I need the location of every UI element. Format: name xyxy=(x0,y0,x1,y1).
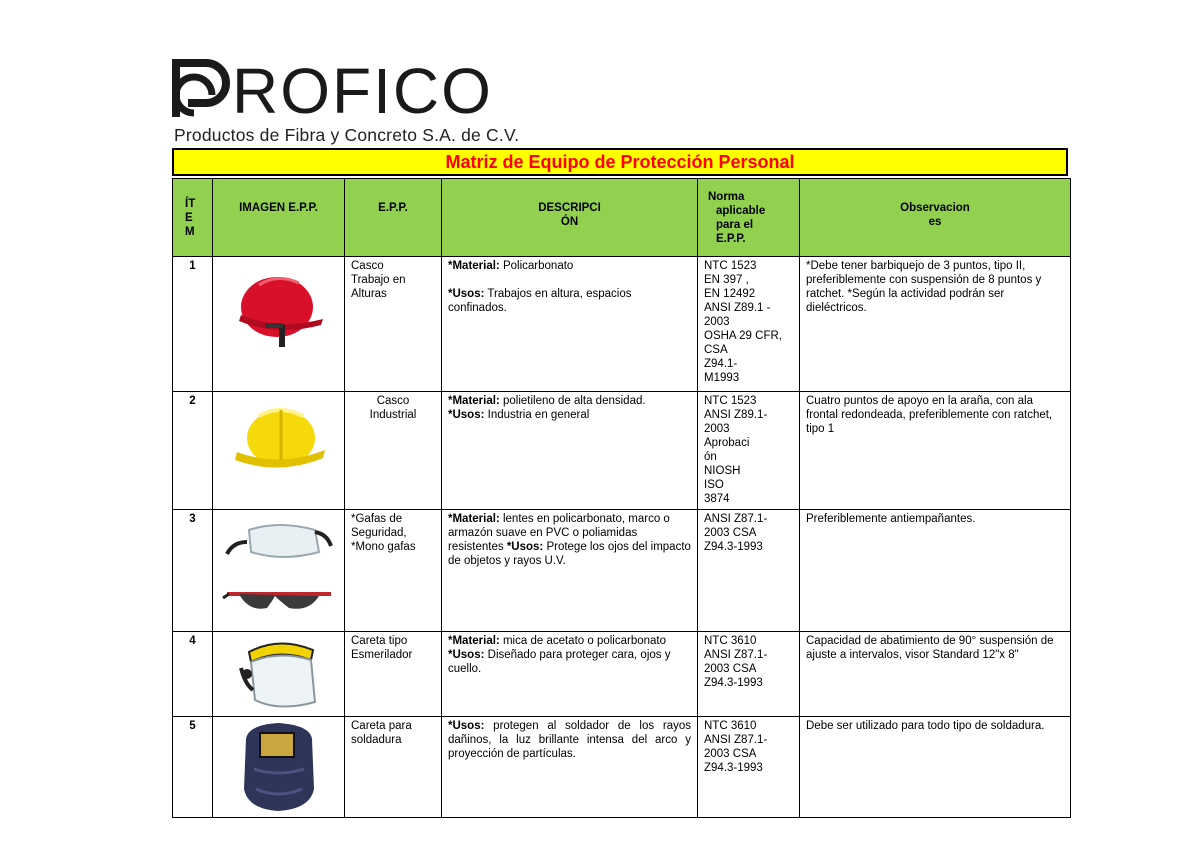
header-item: ÍT E M xyxy=(173,179,213,257)
item-number: 5 xyxy=(173,717,213,818)
epp-description: *Material: Policarbonato *Usos: Trabajos en altura, espacios confinados. xyxy=(442,257,698,392)
epp-norm: NTC 3610 ANSI Z87.1- 2003 CSA Z94.3-1993 xyxy=(698,717,800,818)
epp-norm: NTC 1523 EN 397 , EN 12492 ANSI Z89.1 - 2003 OSHA 29 CFR, CSA Z94.1- M1993 xyxy=(698,257,800,392)
epp-name: Casco Industrial xyxy=(345,392,442,510)
epp-name: *Gafas de Seguridad, *Mono gafas xyxy=(345,510,442,632)
item-number: 2 xyxy=(173,392,213,510)
header-row xyxy=(173,179,1071,257)
header-epp: E.P.P. xyxy=(345,179,442,257)
epp-observations: *Debe tener barbiquejo de 3 puntos, tipo II, preferiblemente con suspensión de 8 puntos y ratchet. *Según la actividad podrán ser dieléctricos. xyxy=(800,257,1071,392)
epp-description: *Material: lentes en policarbonato, marco o armazón suave en PVC o poliamidas resistentes *Usos: Protege los ojos del impacto de objetos y rayos U.V. xyxy=(442,510,698,632)
header-observations: Observacion es xyxy=(800,179,1071,257)
epp-name: Careta tipo Esmerilador xyxy=(345,632,442,717)
epp-norm: NTC 1523 ANSI Z89.1- 2003 Aprobaci ón NIOSH ISO 3874 xyxy=(698,392,800,510)
table-row xyxy=(173,717,1071,818)
epp-description: *Usos: protegen al soldador de los rayos dañinos, la luz brillante intensa del arco y proyección de partículas. xyxy=(442,717,698,818)
company-subtitle: Productos de Fibra y Concreto S.A. de C.V. xyxy=(174,125,520,145)
company-logo xyxy=(172,55,520,145)
face-shield-icon xyxy=(213,632,345,717)
header-description: DESCRIPCI ÓN xyxy=(442,179,698,257)
item-number: 3 xyxy=(173,510,213,632)
epp-matrix-table xyxy=(172,178,1071,818)
welding-helmet-icon xyxy=(213,717,345,818)
yellow-hard-hat-icon xyxy=(213,392,345,510)
epp-observations: Debe ser utilizado para todo tipo de soldadura. xyxy=(800,717,1071,818)
epp-observations: Capacidad de abatimiento de 90° suspensión de ajuste a intervalos, visor Standard 12"x 8" xyxy=(800,632,1071,717)
table-row xyxy=(173,510,1071,632)
item-number: 1 xyxy=(173,257,213,392)
epp-description: *Material: mica de acetato o policarbonato *Usos: Diseñado para proteger cara, ojos y cuello. xyxy=(442,632,698,717)
epp-norm: ANSI Z87.1- 2003 CSA Z94.3-1993 xyxy=(698,510,800,632)
red-hard-hat-icon xyxy=(213,257,345,392)
safety-goggles-icon xyxy=(213,510,345,632)
item-number: 4 xyxy=(173,632,213,717)
table-row xyxy=(173,257,1071,392)
table-title: Matriz de Equipo de Protección Personal xyxy=(172,148,1068,176)
table-row xyxy=(173,632,1071,717)
svg-text:ROFICO: ROFICO xyxy=(232,55,493,123)
epp-observations: Cuatro puntos de apoyo en la araña, con ala frontal redondeada, preferiblemente con ratchet, tipo 1 xyxy=(800,392,1071,510)
epp-name: Casco Trabajo en Alturas xyxy=(345,257,442,392)
header-norm: Norma aplicable para el E.P.P. xyxy=(698,179,800,257)
profico-logo-icon xyxy=(172,55,502,123)
header-image: IMAGEN E.P.P. xyxy=(213,179,345,257)
table-row xyxy=(173,392,1071,510)
epp-description: *Material: polietileno de alta densidad. *Usos: Industria en general xyxy=(442,392,698,510)
epp-observations: Preferiblemente antiempañantes. xyxy=(800,510,1071,632)
epp-name: Careta para soldadura xyxy=(345,717,442,818)
epp-norm: NTC 3610 ANSI Z87.1- 2003 CSA Z94.3-1993 xyxy=(698,632,800,717)
